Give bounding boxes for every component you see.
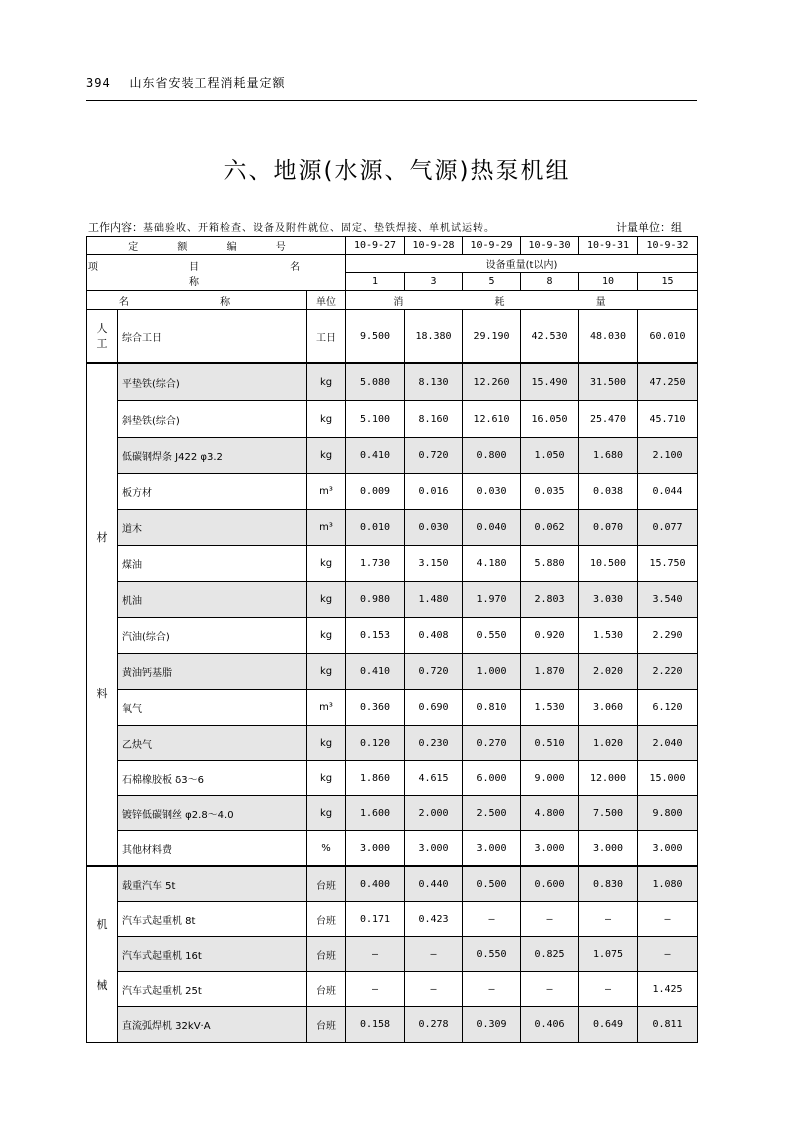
consumption-value: 6.120: [638, 690, 698, 726]
consumption-value: 3.000: [463, 831, 521, 867]
quota-code: 10-9-32: [638, 237, 698, 255]
consumption-value: 0.230: [405, 726, 463, 761]
table-row: [87, 510, 698, 546]
consumption-value: 12.610: [463, 401, 521, 438]
consumption-value: 1.600: [346, 796, 405, 831]
consumption-value: 0.649: [579, 1007, 638, 1043]
consumption-value: 1.870: [521, 654, 579, 690]
consumption-value: 2.290: [638, 618, 698, 654]
weight-value: 1: [346, 273, 405, 291]
consumption-value: 5.080: [346, 363, 405, 401]
consumption-value: 3.030: [579, 582, 638, 618]
consumption-value: 3.060: [579, 690, 638, 726]
consumption-value: 4.615: [405, 761, 463, 796]
consumption-value: 0.550: [463, 937, 521, 972]
category-char: 机: [96, 918, 108, 931]
item-name: 氧气: [118, 690, 307, 726]
consumption-value: 2.803: [521, 582, 579, 618]
consumption-value: 3.000: [346, 831, 405, 867]
consumption-value: 0.510: [521, 726, 579, 761]
consumption-value: 0.440: [405, 866, 463, 902]
table-row: [87, 690, 698, 726]
consumption-value: 29.190: [463, 310, 521, 364]
item-name: 综合工日: [118, 310, 307, 364]
consumption-value: 1.970: [463, 582, 521, 618]
consumption-value: 0.500: [463, 866, 521, 902]
consumption-value: 2.500: [463, 796, 521, 831]
item-unit: kg: [307, 761, 346, 796]
consumption-value: 0.030: [405, 510, 463, 546]
item-name: 石棉橡胶板 δ3～6: [118, 761, 307, 796]
item-name: 汽油(综合): [118, 618, 307, 654]
consumption-value: 60.010: [638, 310, 698, 364]
section-title: 六、地源(水源、气源)热泵机组: [223, 158, 571, 184]
consumption-value: —: [405, 972, 463, 1007]
consumption-value: —: [346, 972, 405, 1007]
item-unit: kg: [307, 582, 346, 618]
consumption-value: 0.158: [346, 1007, 405, 1043]
table-row: [87, 310, 698, 364]
consumption-value: 45.710: [638, 401, 698, 438]
consumption-value: 0.410: [346, 438, 405, 474]
item-unit: kg: [307, 401, 346, 438]
consumption-value: 0.010: [346, 510, 405, 546]
item-unit: kg: [307, 796, 346, 831]
category-char: 人: [96, 322, 108, 335]
consumption-value: 6.000: [463, 761, 521, 796]
consumption-value: 0.600: [521, 866, 579, 902]
consumption-value: 9.500: [346, 310, 405, 364]
weight-value: 15: [638, 273, 698, 291]
col-unit-header: 单位: [307, 291, 346, 310]
item-name-label: 项 目 名 称: [87, 255, 346, 291]
consumption-value: 0.016: [405, 474, 463, 510]
consumption-value: 12.260: [463, 363, 521, 401]
consumption-value: 0.171: [346, 902, 405, 937]
consumption-value: 0.720: [405, 654, 463, 690]
item-name: 黄油钙基脂: [118, 654, 307, 690]
table-row: [87, 363, 698, 401]
table-row: [87, 831, 698, 867]
consumption-value: 2.100: [638, 438, 698, 474]
consumption-value: 0.270: [463, 726, 521, 761]
item-name: 平垫铁(综合): [118, 363, 307, 401]
consumption-value: 0.406: [521, 1007, 579, 1043]
category-machine: [87, 866, 118, 1043]
consumption-value: 0.009: [346, 474, 405, 510]
item-name: 机油: [118, 582, 307, 618]
item-name: 直流弧焊机 32kV·A: [118, 1007, 307, 1043]
consumption-value: 0.550: [463, 618, 521, 654]
page-number: 394: [86, 76, 111, 90]
table-row: [87, 796, 698, 831]
item-name: 载重汽车 5t: [118, 866, 307, 902]
table-row: [87, 866, 698, 902]
category-char: 料: [96, 686, 108, 700]
consumption-value: —: [579, 902, 638, 937]
consumption-value: 0.423: [405, 902, 463, 937]
quota-table: [86, 236, 698, 1043]
quota-code-row: [87, 237, 698, 255]
item-name: 其他材料费: [118, 831, 307, 867]
consumption-value: 0.360: [346, 690, 405, 726]
consumption-value: 9.000: [521, 761, 579, 796]
category-material: [87, 363, 118, 866]
quota-code: 10-9-27: [346, 237, 405, 255]
quota-code: 10-9-29: [463, 237, 521, 255]
consumption-value: 1.680: [579, 438, 638, 474]
consumption-value: 0.720: [405, 438, 463, 474]
consumption-value: 16.050: [521, 401, 579, 438]
consumption-value: 0.690: [405, 690, 463, 726]
consumption-value: 0.800: [463, 438, 521, 474]
item-name: 乙炔气: [118, 726, 307, 761]
item-unit: kg: [307, 618, 346, 654]
item-unit: m³: [307, 690, 346, 726]
consumption-value: 0.030: [463, 474, 521, 510]
consumption-value: 1.530: [579, 618, 638, 654]
consumption-value: 9.800: [638, 796, 698, 831]
consumption-value: 4.800: [521, 796, 579, 831]
consumption-value: —: [579, 972, 638, 1007]
consumption-value: 7.500: [579, 796, 638, 831]
work-content-text: 基础验收、开箱检查、设备及附件就位、固定、垫铁焊接、单机试运转。: [143, 223, 495, 234]
consumption-value: 1.530: [521, 690, 579, 726]
item-name: 板方材: [118, 474, 307, 510]
consumption-value: —: [463, 972, 521, 1007]
consumption-value: 4.180: [463, 546, 521, 582]
consumption-value: 15.000: [638, 761, 698, 796]
consumption-value: —: [521, 972, 579, 1007]
table-row: [87, 582, 698, 618]
consumption-value: 0.278: [405, 1007, 463, 1043]
consumption-value: 2.000: [405, 796, 463, 831]
category-char: 材: [96, 530, 108, 544]
item-name: 汽车式起重机 8t: [118, 902, 307, 937]
consumption-value: 0.044: [638, 474, 698, 510]
consumption-value: 1.860: [346, 761, 405, 796]
item-unit: %: [307, 831, 346, 867]
quota-code: 10-9-31: [579, 237, 638, 255]
consumption-value: 0.070: [579, 510, 638, 546]
item-unit: kg: [307, 438, 346, 474]
consumption-value: 0.830: [579, 866, 638, 902]
category-char: 工: [96, 337, 108, 350]
table-row: [87, 1007, 698, 1043]
consumption-value: 3.540: [638, 582, 698, 618]
weight-value: 10: [579, 273, 638, 291]
item-unit: m³: [307, 510, 346, 546]
running-header: [86, 74, 286, 91]
item-unit: kg: [307, 654, 346, 690]
item-name: 低碳钢焊条 J422 φ3.2: [118, 438, 307, 474]
consumption-value: 2.040: [638, 726, 698, 761]
consumption-value: 0.153: [346, 618, 405, 654]
table-row: [87, 726, 698, 761]
item-unit: kg: [307, 726, 346, 761]
consumption-value: 1.425: [638, 972, 698, 1007]
item-name: 道木: [118, 510, 307, 546]
consumption-value: 1.080: [638, 866, 698, 902]
measure-unit: 计量单位：组: [616, 221, 682, 234]
consumption-value: 3.000: [638, 831, 698, 867]
consumption-value: 0.035: [521, 474, 579, 510]
consumption-value: —: [521, 902, 579, 937]
consumption-value: 0.120: [346, 726, 405, 761]
consumption-value: 0.980: [346, 582, 405, 618]
consumption-value: 1.480: [405, 582, 463, 618]
item-name: 镀锌低碳钢丝 φ2.8～4.0: [118, 796, 307, 831]
item-unit: 工日: [307, 310, 346, 364]
consumption-value: —: [346, 937, 405, 972]
item-unit: 台班: [307, 866, 346, 902]
work-content-label: 工作内容：: [88, 221, 143, 234]
table-row: [87, 761, 698, 796]
quota-code: 10-9-30: [521, 237, 579, 255]
table-row: [87, 654, 698, 690]
consumption-value: 0.400: [346, 866, 405, 902]
consumption-value: 48.030: [579, 310, 638, 364]
consumption-value: 1.075: [579, 937, 638, 972]
consumption-value: 5.100: [346, 401, 405, 438]
consumption-value: 12.000: [579, 761, 638, 796]
weight-label-row: [87, 255, 698, 273]
column-header-row: [87, 291, 698, 310]
table-row: [87, 618, 698, 654]
table-row: [87, 902, 698, 937]
weight-value: 5: [463, 273, 521, 291]
table-row: [87, 972, 698, 1007]
consumption-value: 8.130: [405, 363, 463, 401]
consumption-value: 0.811: [638, 1007, 698, 1043]
item-unit: kg: [307, 363, 346, 401]
consumption-value: 0.920: [521, 618, 579, 654]
item-unit: m³: [307, 474, 346, 510]
item-unit: 台班: [307, 902, 346, 937]
consumption-value: 25.470: [579, 401, 638, 438]
consumption-value: 18.380: [405, 310, 463, 364]
consumption-value: 3.000: [579, 831, 638, 867]
consumption-value: —: [638, 937, 698, 972]
consumption-value: 5.880: [521, 546, 579, 582]
consumption-value: 1.050: [521, 438, 579, 474]
category-labor: [87, 310, 118, 364]
item-name: 煤油: [118, 546, 307, 582]
weight-value: 3: [405, 273, 463, 291]
consumption-value: 3.000: [405, 831, 463, 867]
consumption-value: 31.500: [579, 363, 638, 401]
consumption-value: 1.020: [579, 726, 638, 761]
consumption-value: 0.408: [405, 618, 463, 654]
item-name: 汽车式起重机 25t: [118, 972, 307, 1007]
item-unit: 台班: [307, 1007, 346, 1043]
item-name: 斜垫铁(综合): [118, 401, 307, 438]
consumption-value: 8.160: [405, 401, 463, 438]
category-char: 械: [96, 979, 108, 992]
book-title: 山东省安装工程消耗量定额: [129, 76, 286, 90]
consumption-value: 0.825: [521, 937, 579, 972]
consumption-value: 0.810: [463, 690, 521, 726]
table-row: [87, 474, 698, 510]
quota-code: 10-9-28: [405, 237, 463, 255]
item-unit: kg: [307, 546, 346, 582]
consumption-value: 1.730: [346, 546, 405, 582]
consumption-value: 0.077: [638, 510, 698, 546]
quota-code-label: 定 额 编 号: [87, 237, 346, 255]
consumption-value: 0.062: [521, 510, 579, 546]
item-name: 汽车式起重机 16t: [118, 937, 307, 972]
consumption-value: 15.750: [638, 546, 698, 582]
consumption-value: —: [405, 937, 463, 972]
item-unit: 台班: [307, 937, 346, 972]
consumption-value: 42.530: [521, 310, 579, 364]
consumption-value: 2.020: [579, 654, 638, 690]
col-name-header: 名 称: [87, 291, 307, 310]
col-consumption-header: 消 耗 量: [346, 291, 698, 310]
consumption-value: —: [638, 902, 698, 937]
consumption-value: 3.000: [521, 831, 579, 867]
consumption-value: 0.309: [463, 1007, 521, 1043]
weight-label: 设备重量(t以内): [346, 255, 698, 273]
consumption-value: 10.500: [579, 546, 638, 582]
consumption-value: 1.000: [463, 654, 521, 690]
header-rule: [86, 100, 697, 101]
consumption-value: 0.038: [579, 474, 638, 510]
consumption-value: 0.410: [346, 654, 405, 690]
consumption-value: 47.250: [638, 363, 698, 401]
consumption-value: —: [463, 902, 521, 937]
item-unit: 台班: [307, 972, 346, 1007]
table-row: [87, 546, 698, 582]
consumption-value: 3.150: [405, 546, 463, 582]
table-row: [87, 937, 698, 972]
table-row: [87, 438, 698, 474]
consumption-value: 2.220: [638, 654, 698, 690]
consumption-value: 15.490: [521, 363, 579, 401]
consumption-value: 0.040: [463, 510, 521, 546]
weight-value: 8: [521, 273, 579, 291]
table-row: [87, 401, 698, 438]
work-content-line: [88, 219, 694, 235]
